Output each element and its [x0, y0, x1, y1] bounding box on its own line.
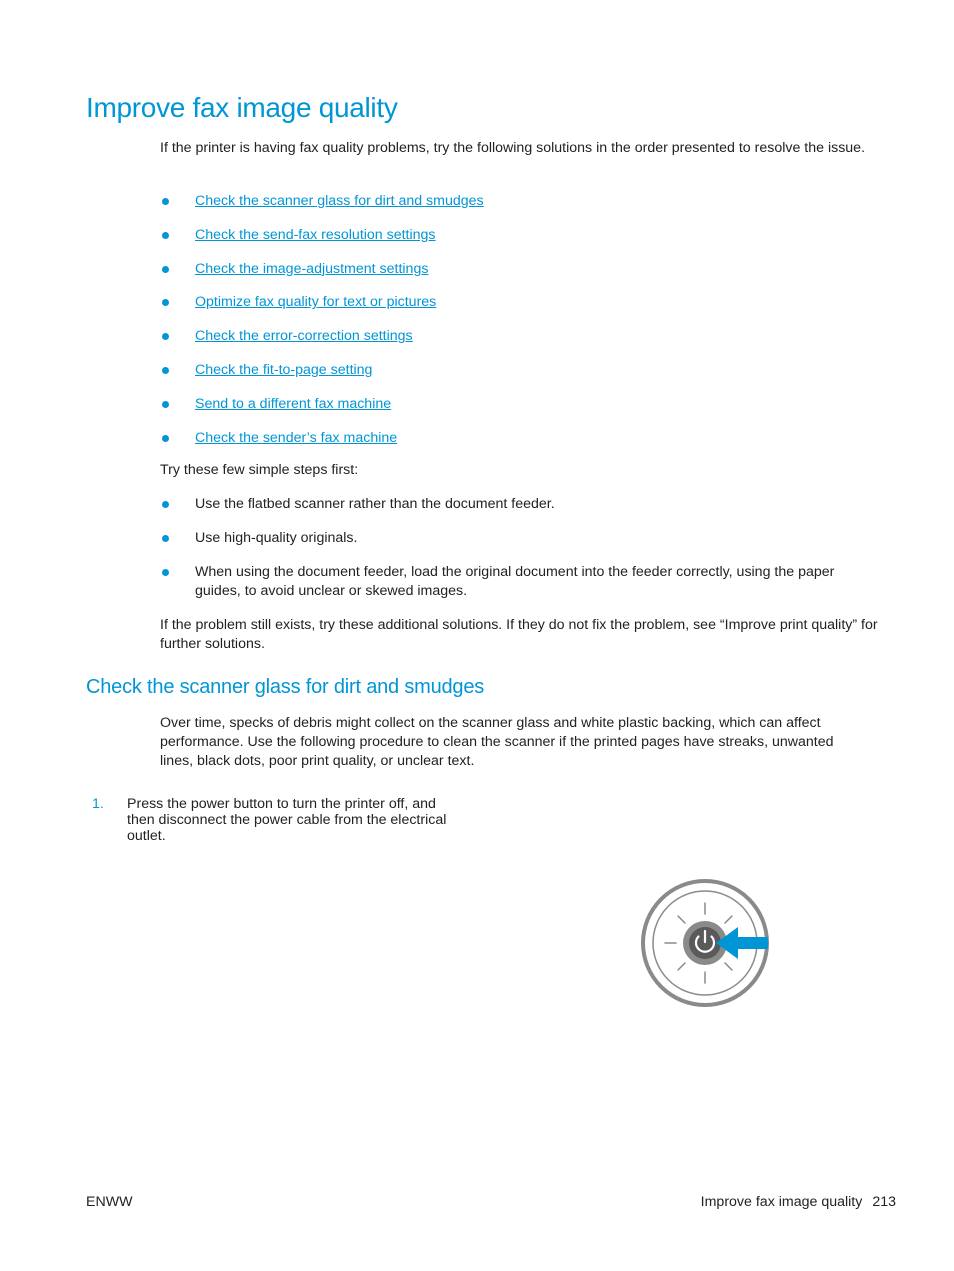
- list-item: [160, 192, 885, 211]
- list-item: [160, 529, 885, 548]
- link-error-correction[interactable]: Check the error-correction settings: [195, 328, 413, 345]
- section-description: Over time, specks of debris might collect on the scanner glass and white plastic backing, which can affect performance. Use the following procedure to clean the scanner if the printed pages have streaks, unwanted lines, black dots, poor print quality, or unclear text.: [160, 715, 834, 769]
- footer-title: Improve fax image quality: [700, 1194, 863, 1210]
- footer-left: ENWW: [86, 1194, 133, 1210]
- additional-solutions-paragraph: If the problem still exists, try these additional solutions. If they do not fix the problem, see “Improve print quality” for further solutions.: [160, 617, 878, 652]
- bullet-icon: [162, 299, 169, 306]
- intro-paragraph: If the printer is having fax quality problems, try the following solutions in the order presented to resolve the issue.: [160, 140, 866, 156]
- power-button-icon: [638, 876, 772, 1010]
- list-item-text: Use the flatbed scanner rather than the document feeder.: [195, 496, 555, 512]
- section-heading: Check the scanner glass for dirt and smudges: [86, 676, 485, 698]
- bullet-icon: [162, 232, 169, 239]
- link-optimize-fax-quality[interactable]: Optimize fax quality for text or pictures: [195, 294, 437, 311]
- list-item-text: When using the document feeder, load the original document into the feeder correctly, using the paper guides, to avoid unclear or skewed images.: [195, 564, 835, 599]
- list-item-text: Use high-quality originals.: [195, 530, 358, 546]
- list-item: [160, 327, 885, 346]
- step-text: Press the power button to turn the printer off, and then disconnect the power cable from the electrical outlet.: [127, 796, 447, 844]
- step-number: 1.: [92, 796, 104, 812]
- link-check-scanner-glass[interactable]: Check the scanner glass for dirt and smudges: [195, 193, 484, 209]
- bullet-icon: [162, 569, 169, 576]
- bullet-icon: [162, 333, 169, 340]
- bullet-icon: [162, 367, 169, 374]
- page-number: 213: [872, 1194, 896, 1210]
- list-item: [160, 293, 885, 312]
- bullet-icon: [162, 198, 169, 205]
- list-item: [160, 563, 855, 601]
- list-item: [160, 260, 885, 279]
- list-item: [160, 226, 885, 245]
- bullet-icon: [162, 401, 169, 408]
- link-image-adjustment[interactable]: Check the image-adjustment settings: [195, 260, 429, 277]
- list-item: [160, 395, 885, 414]
- bullet-icon: [162, 266, 169, 273]
- list-item: [160, 429, 885, 448]
- simple-steps-list: [160, 495, 885, 601]
- footer-right: [701, 1194, 896, 1210]
- list-item: [160, 495, 885, 514]
- page-title: Improve fax image quality: [86, 92, 398, 123]
- link-senders-fax-machine[interactable]: Check the sender’s fax machine: [195, 429, 398, 446]
- bullet-icon: [162, 535, 169, 542]
- bullet-icon: [162, 501, 169, 508]
- bullet-icon: [162, 435, 169, 442]
- link-send-fax-resolution[interactable]: Check the send-fax resolution settings: [195, 226, 436, 243]
- link-different-fax-machine[interactable]: Send to a different fax machine: [195, 395, 392, 412]
- list-item: [160, 361, 885, 380]
- simple-steps-intro: Try these few simple steps first:: [160, 462, 359, 478]
- solution-links-list: [160, 192, 885, 448]
- link-fit-to-page[interactable]: Check the fit-to-page setting: [195, 361, 373, 378]
